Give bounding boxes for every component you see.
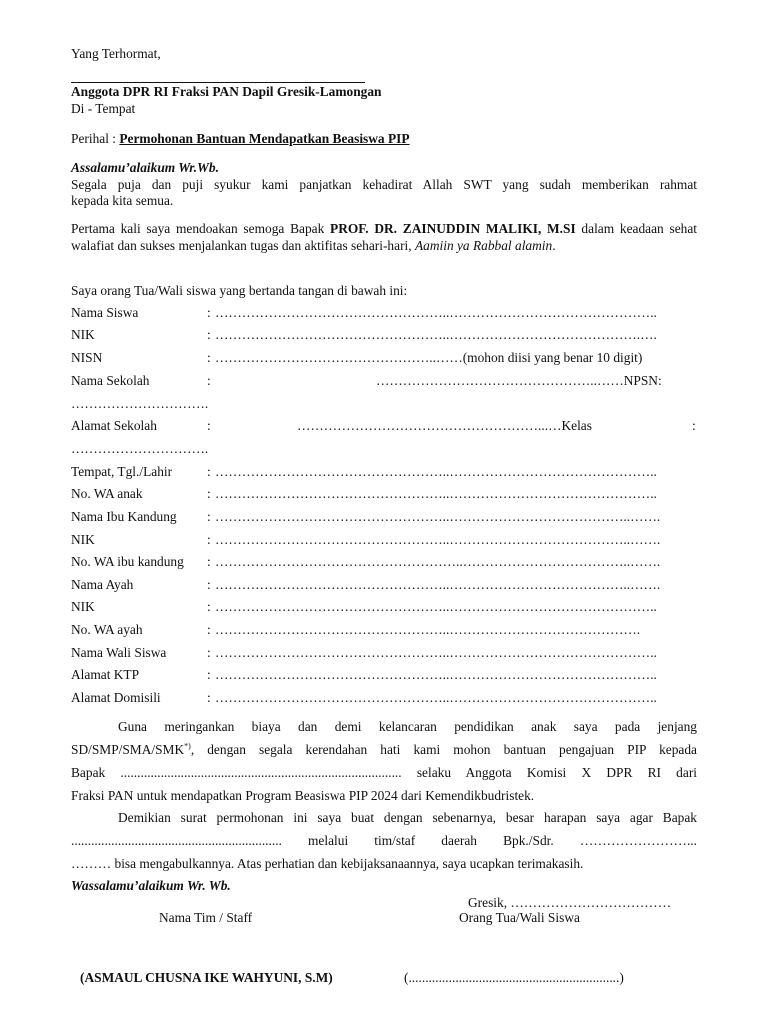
field-label-nisn: NISN bbox=[71, 350, 103, 365]
field-colon: : bbox=[207, 532, 211, 547]
subject-line bbox=[71, 130, 410, 147]
field-blank-ttl: ……………………………………………..……………………………………….. bbox=[215, 464, 657, 479]
body-line-3: Bapak .................................................................................... selaku Anggota Komisi X DPR RI dari bbox=[71, 765, 697, 780]
field-label-wa-ayah: No. WA ayah bbox=[71, 622, 143, 637]
signature-right-role: Orang Tua/Wali Siswa bbox=[459, 910, 580, 925]
field-blank-nik-ibu: ……………………………………………..…………………………………..……. bbox=[215, 532, 661, 547]
field-colon: : bbox=[207, 486, 211, 501]
field-colon: : bbox=[207, 622, 211, 637]
field-blank-alamat-sekolah: ………………………………………………...…Kelas bbox=[297, 418, 592, 433]
field-blank-wa-ibu: ………………………………………………..………………………………..……. bbox=[215, 554, 661, 569]
field-blank-nama-sekolah: …………………………………………..……NPSN: bbox=[376, 373, 662, 388]
field-label-wa-anak: No. WA anak bbox=[71, 486, 143, 501]
body-line-1: Guna meringankan biaya dan demi kelancaran pendidikan anak saya pada jenjang bbox=[118, 719, 697, 734]
signature-left-name: (ASMAUL CHUSNA IKE WAHYUNI, S.M) bbox=[80, 970, 333, 985]
field-label-wali-siswa: Nama Wali Siswa bbox=[71, 645, 167, 660]
field-label-nik: NIK bbox=[71, 327, 95, 342]
field-colon: : bbox=[207, 305, 211, 320]
field-blank-wa-ayah: ……………………………………………..……………………………………. bbox=[215, 622, 641, 637]
field-colon: : bbox=[207, 327, 211, 342]
recipient-name: Anggota DPR RI Fraksi PAN Dapil Gresik-Lamongan bbox=[71, 84, 382, 99]
field-label-nama-sekolah: Nama Sekolah bbox=[71, 373, 150, 388]
prayer-closing: Aamiin ya Rabbal alamin bbox=[414, 238, 553, 253]
field-label-nama-ayah: Nama Ayah bbox=[71, 577, 134, 592]
prayer-paragraph bbox=[71, 220, 697, 254]
field-colon: : bbox=[207, 667, 211, 682]
prayer-text-1: Pertama kali saya mendoakan semoga Bapak bbox=[71, 221, 331, 236]
field-colon: : bbox=[207, 645, 211, 660]
subject-title: Permohonan Bantuan Mendapatkan Beasiswa PIP bbox=[119, 131, 410, 146]
field-colon: : bbox=[207, 690, 211, 705]
body-jenjang: SD/SMP/SMA/SMK bbox=[71, 742, 185, 757]
opening-greeting: Assalamu’alaikum Wr.Wb. bbox=[71, 160, 219, 175]
body-line-2-rest: , dengan segala kerendahan hati kami mohon bantuan pengajuan PIP kepada bbox=[190, 742, 697, 757]
field-blank-nisn: …………………………………………..……(mohon diisi yang benar 10 digit) bbox=[215, 350, 643, 365]
field-blank-wali-siswa: ……………………………………………..……………………………………….. bbox=[215, 645, 657, 660]
field-label-nik-ibu: NIK bbox=[71, 532, 95, 547]
body-footnote-mark: *) bbox=[184, 741, 191, 751]
field-label-nama-siswa: Nama Siswa bbox=[71, 305, 139, 320]
field-label-alamat-ktp: Alamat KTP bbox=[71, 667, 140, 682]
signature-right-name: (...............................................................) bbox=[404, 970, 624, 985]
field-blank-nama-siswa: ……………………………………………..……………………………………….. bbox=[215, 305, 657, 320]
field-label-ibu-kandung: Nama Ibu Kandung bbox=[71, 509, 177, 524]
field-colon: : bbox=[207, 599, 211, 614]
opening-line-1: Segala puja dan puji syukur kami panjatkan kehadirat Allah SWT yang sudah memberikan rahmat bbox=[71, 177, 697, 192]
form-intro: Saya orang Tua/Wali siswa yang bertanda tangan di bawah ini: bbox=[71, 283, 408, 298]
field-colon-kelas: : bbox=[692, 418, 696, 433]
field-label-wa-ibu: No. WA ibu kandung bbox=[71, 554, 184, 569]
body-line-2 bbox=[71, 741, 697, 758]
signature-left-role: Nama Tim / Staff bbox=[159, 910, 253, 925]
field-colon: : bbox=[207, 554, 211, 569]
field-colon: : bbox=[207, 577, 211, 592]
body-line-7: ……… bisa mengabulkannya. Atas perhatian dan kebijaksanaannya, saya ucapkan terimakasih. bbox=[71, 856, 584, 871]
field-label-alamat-domisili: Alamat Domisili bbox=[71, 690, 161, 705]
field-colon: : bbox=[207, 509, 211, 524]
field-colon: : bbox=[207, 418, 211, 433]
honoree-name: PROF. DR. ZAINUDDIN MALIKI, M.SI bbox=[330, 221, 576, 236]
prayer-text-2: dalam keadaan sehat walafiat dan sukses menjalankan tugas dan aktifitas sehari-hari, bbox=[71, 221, 697, 253]
field-blank-alamat-domisili: ……………………………………………..……………………………………….. bbox=[215, 690, 657, 705]
salutation: Yang Terhormat, bbox=[71, 46, 161, 61]
field-colon: : bbox=[207, 350, 211, 365]
opening-line-2: kepada kita semua. bbox=[71, 193, 174, 208]
field-blank-npsn: …………………………. bbox=[71, 396, 209, 411]
field-blank-ibu-kandung: ……………………………………………..…………………………………..……. bbox=[215, 509, 661, 524]
prayer-end: . bbox=[552, 238, 556, 253]
subject-prefix: Perihal : bbox=[71, 131, 120, 146]
field-blank-nik: ……………………………………………..…………………………………….…. bbox=[215, 327, 657, 342]
field-label-nik-ayah: NIK bbox=[71, 599, 95, 614]
recipient-place: Di - Tempat bbox=[71, 101, 136, 116]
field-label-alamat-sekolah: Alamat Sekolah bbox=[71, 418, 157, 433]
field-blank-wa-anak: ……………………………………………..……………………………………….. bbox=[215, 486, 657, 501]
signature-place-date: Gresik, ……………………………… bbox=[468, 895, 672, 910]
body-line-5: Demikian surat permohonan ini saya buat dengan sebenarnya, besar harapan saya agar Bapak bbox=[118, 810, 697, 825]
field-label-ttl: Tempat, Tgl./Lahir bbox=[71, 464, 173, 479]
body-line-6: ............................................................... melalui tim/staf daerah Bpk./Sdr. ……………………... bbox=[71, 833, 697, 848]
field-colon: : bbox=[207, 464, 211, 479]
body-line-4: Fraksi PAN untuk mendapatkan Program Beasiswa PIP 2024 dari Kemendikbudristek. bbox=[71, 788, 535, 803]
field-blank-nik-ayah: ……………………………………………..……………………………………….. bbox=[215, 599, 657, 614]
closing-greeting: Wassalamu’alaikum Wr. Wb. bbox=[71, 878, 231, 893]
field-blank-nama-ayah: ……………………………………………..…………………………………..……. bbox=[215, 577, 661, 592]
field-blank-alamat-ktp: ……………………………………………..……………………………………….. bbox=[215, 667, 657, 682]
field-blank-kelas: …………………………. bbox=[71, 441, 209, 456]
field-colon: : bbox=[207, 373, 211, 388]
